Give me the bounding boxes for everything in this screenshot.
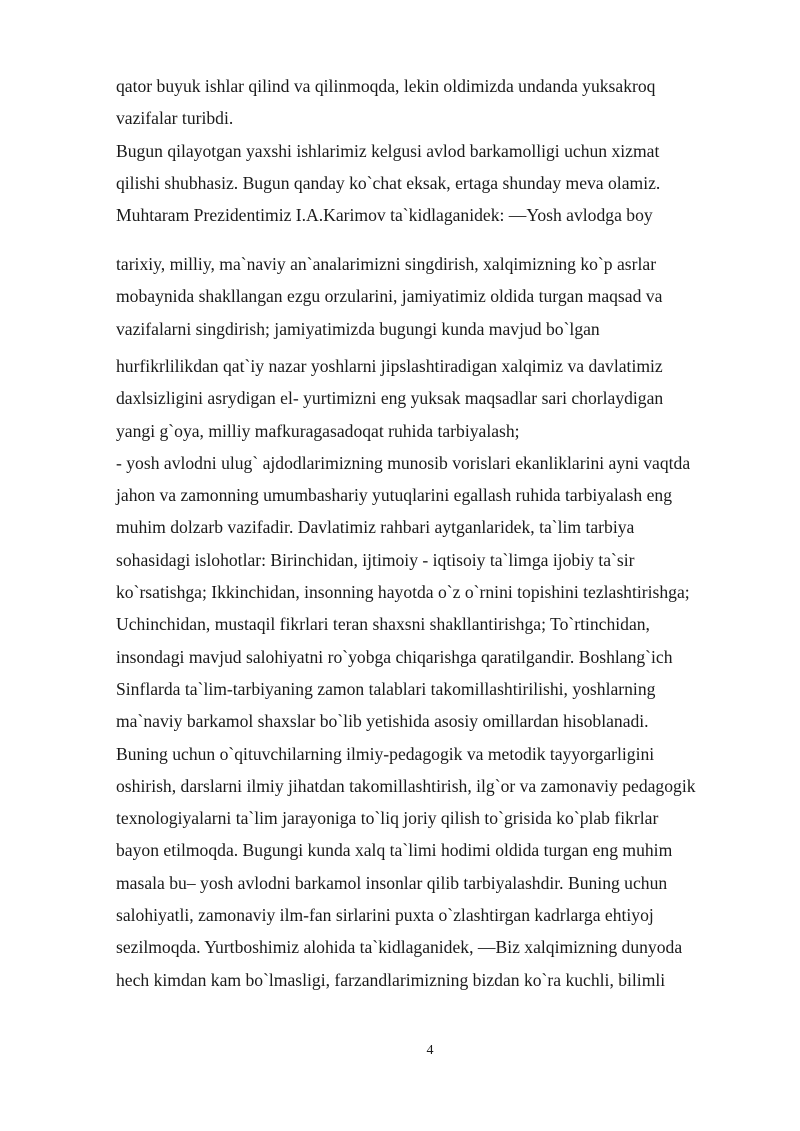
text-line: Sinflarda ta`lim-tarbiyaning zamon talablari takomillashtirilishi, yoshlarning [116, 678, 656, 699]
text-line: jahon va zamonning umumbashariy yutuqlarini egallash ruhida tarbiyalash eng [116, 485, 673, 506]
text-line: insondagi mavjud salohiyatni ro`yobga chiqarishga qaratilgandir. Boshlang`ich [116, 646, 673, 667]
text-line: vazifalarni singdirish; jamiyatimizda bugungi kunda mavjud bo`lgan [116, 318, 600, 339]
text-line: Bugun qilayotgan yaxshi ishlarimiz kelgusi avlod barkamolligi uchun xizmat [116, 140, 660, 161]
text-line: ma`naviy barkamol shaxslar bo`lib yetishida asosiy omillardan hisoblanadi. [116, 711, 649, 732]
text-line: texnologiyalarni ta`lim jarayoniga to`liq joriy qilish to`grisida ko`plab fikrlar [116, 808, 659, 829]
text-line: hurfikrlilikdan qat`iy nazar yoshlarni jipslashtiradigan xalqimiz va davlatimiz [116, 356, 663, 376]
text-line: vazifalar turibdi. [116, 108, 234, 129]
text-line: daxlsizligini asrydigan el- yurtimizni eng yuksak maqsadlar sari chorlaydigan [116, 388, 664, 409]
page-number: 4 [426, 1043, 434, 1058]
text-line: hech kimdan kam bo`lmasligi, farzandlarimizning bizdan ko`ra kuchli, bilimli [116, 969, 666, 990]
text-line: salohiyatli, zamonaviy ilm-fan sirlarini puxta o`zlashtirgan kadrlarga ehtiyoj [116, 905, 654, 926]
text-line: qator buyuk ishlar qilind va qilinmoqda, lekin oldimizda undanda yuksakroq [116, 76, 656, 96]
text-line: ko`rsatishga; Ikkinchidan, insonning hayotda o`z o`rnini topishini tezlashtirishga; [116, 582, 690, 603]
text-line: tarixiy, milliy, ma`naviy an`analarimizni singdirish, xalqimizning ko`p asrlar [116, 254, 657, 274]
text-line: Muhtaram Prezidentimiz I.A.Karimov ta`kidlaganidek: —Yosh avlodga boy [116, 205, 653, 226]
text-line: muhim dolzarb vazifadir. Davlatimiz rahbari aytganlaridek, ta`lim tarbiya [116, 517, 635, 538]
paragraph-block-3 [116, 350, 756, 996]
text-line: sohasidagi islohotlar: Birinchidan, ijtimoiy - iqtisoiy ta`limga ijobiy ta`sir [116, 549, 635, 570]
text-line: bayon etilmoqda. Bugungi kunda xalq ta`limi hodimi oldida turgan eng muhim [116, 840, 673, 861]
paragraph-block-1 [116, 70, 756, 231]
text-line: Buning uchun o`qituvchilarning ilmiy-pedagogik va metodik tayyorgarligini [116, 743, 655, 764]
text-line: mobaynida shakllangan ezgu orzularini, jamiyatimiz oldida turgan maqsad va [116, 286, 663, 307]
text-line: - yosh avlodni ulug` ajdodlarimizning munosib vorislari ekanliklarini ayni vaqtda [116, 452, 691, 473]
text-line: yangi g`oya, milliy mafkuragasadoqat ruhida tarbiyalash; [116, 420, 520, 441]
text-line: sezilmoqda. Yurtboshimiz alohida ta`kidlaganidek, —Biz xalqimizning dunyoda [116, 937, 683, 958]
text-line: Uchinchidan, mustaqil fikrlari teran shaxsni shakllantirishga; To`rtinchidan, [116, 614, 650, 635]
paragraph-block-2 [116, 248, 756, 345]
text-line: masala bu– yosh avlodni barkamol insonlar qilib tarbiyalashdir. Buning uchun [116, 872, 668, 893]
text-line: qilishi shubhasiz. Bugun qanday ko`chat eksak, ertaga shunday meva olamiz. [116, 172, 661, 193]
text-line: oshirish, darslarni ilmiy jihatdan takomillashtirish, ilg`or va zamonaviy pedagogik [116, 775, 696, 796]
